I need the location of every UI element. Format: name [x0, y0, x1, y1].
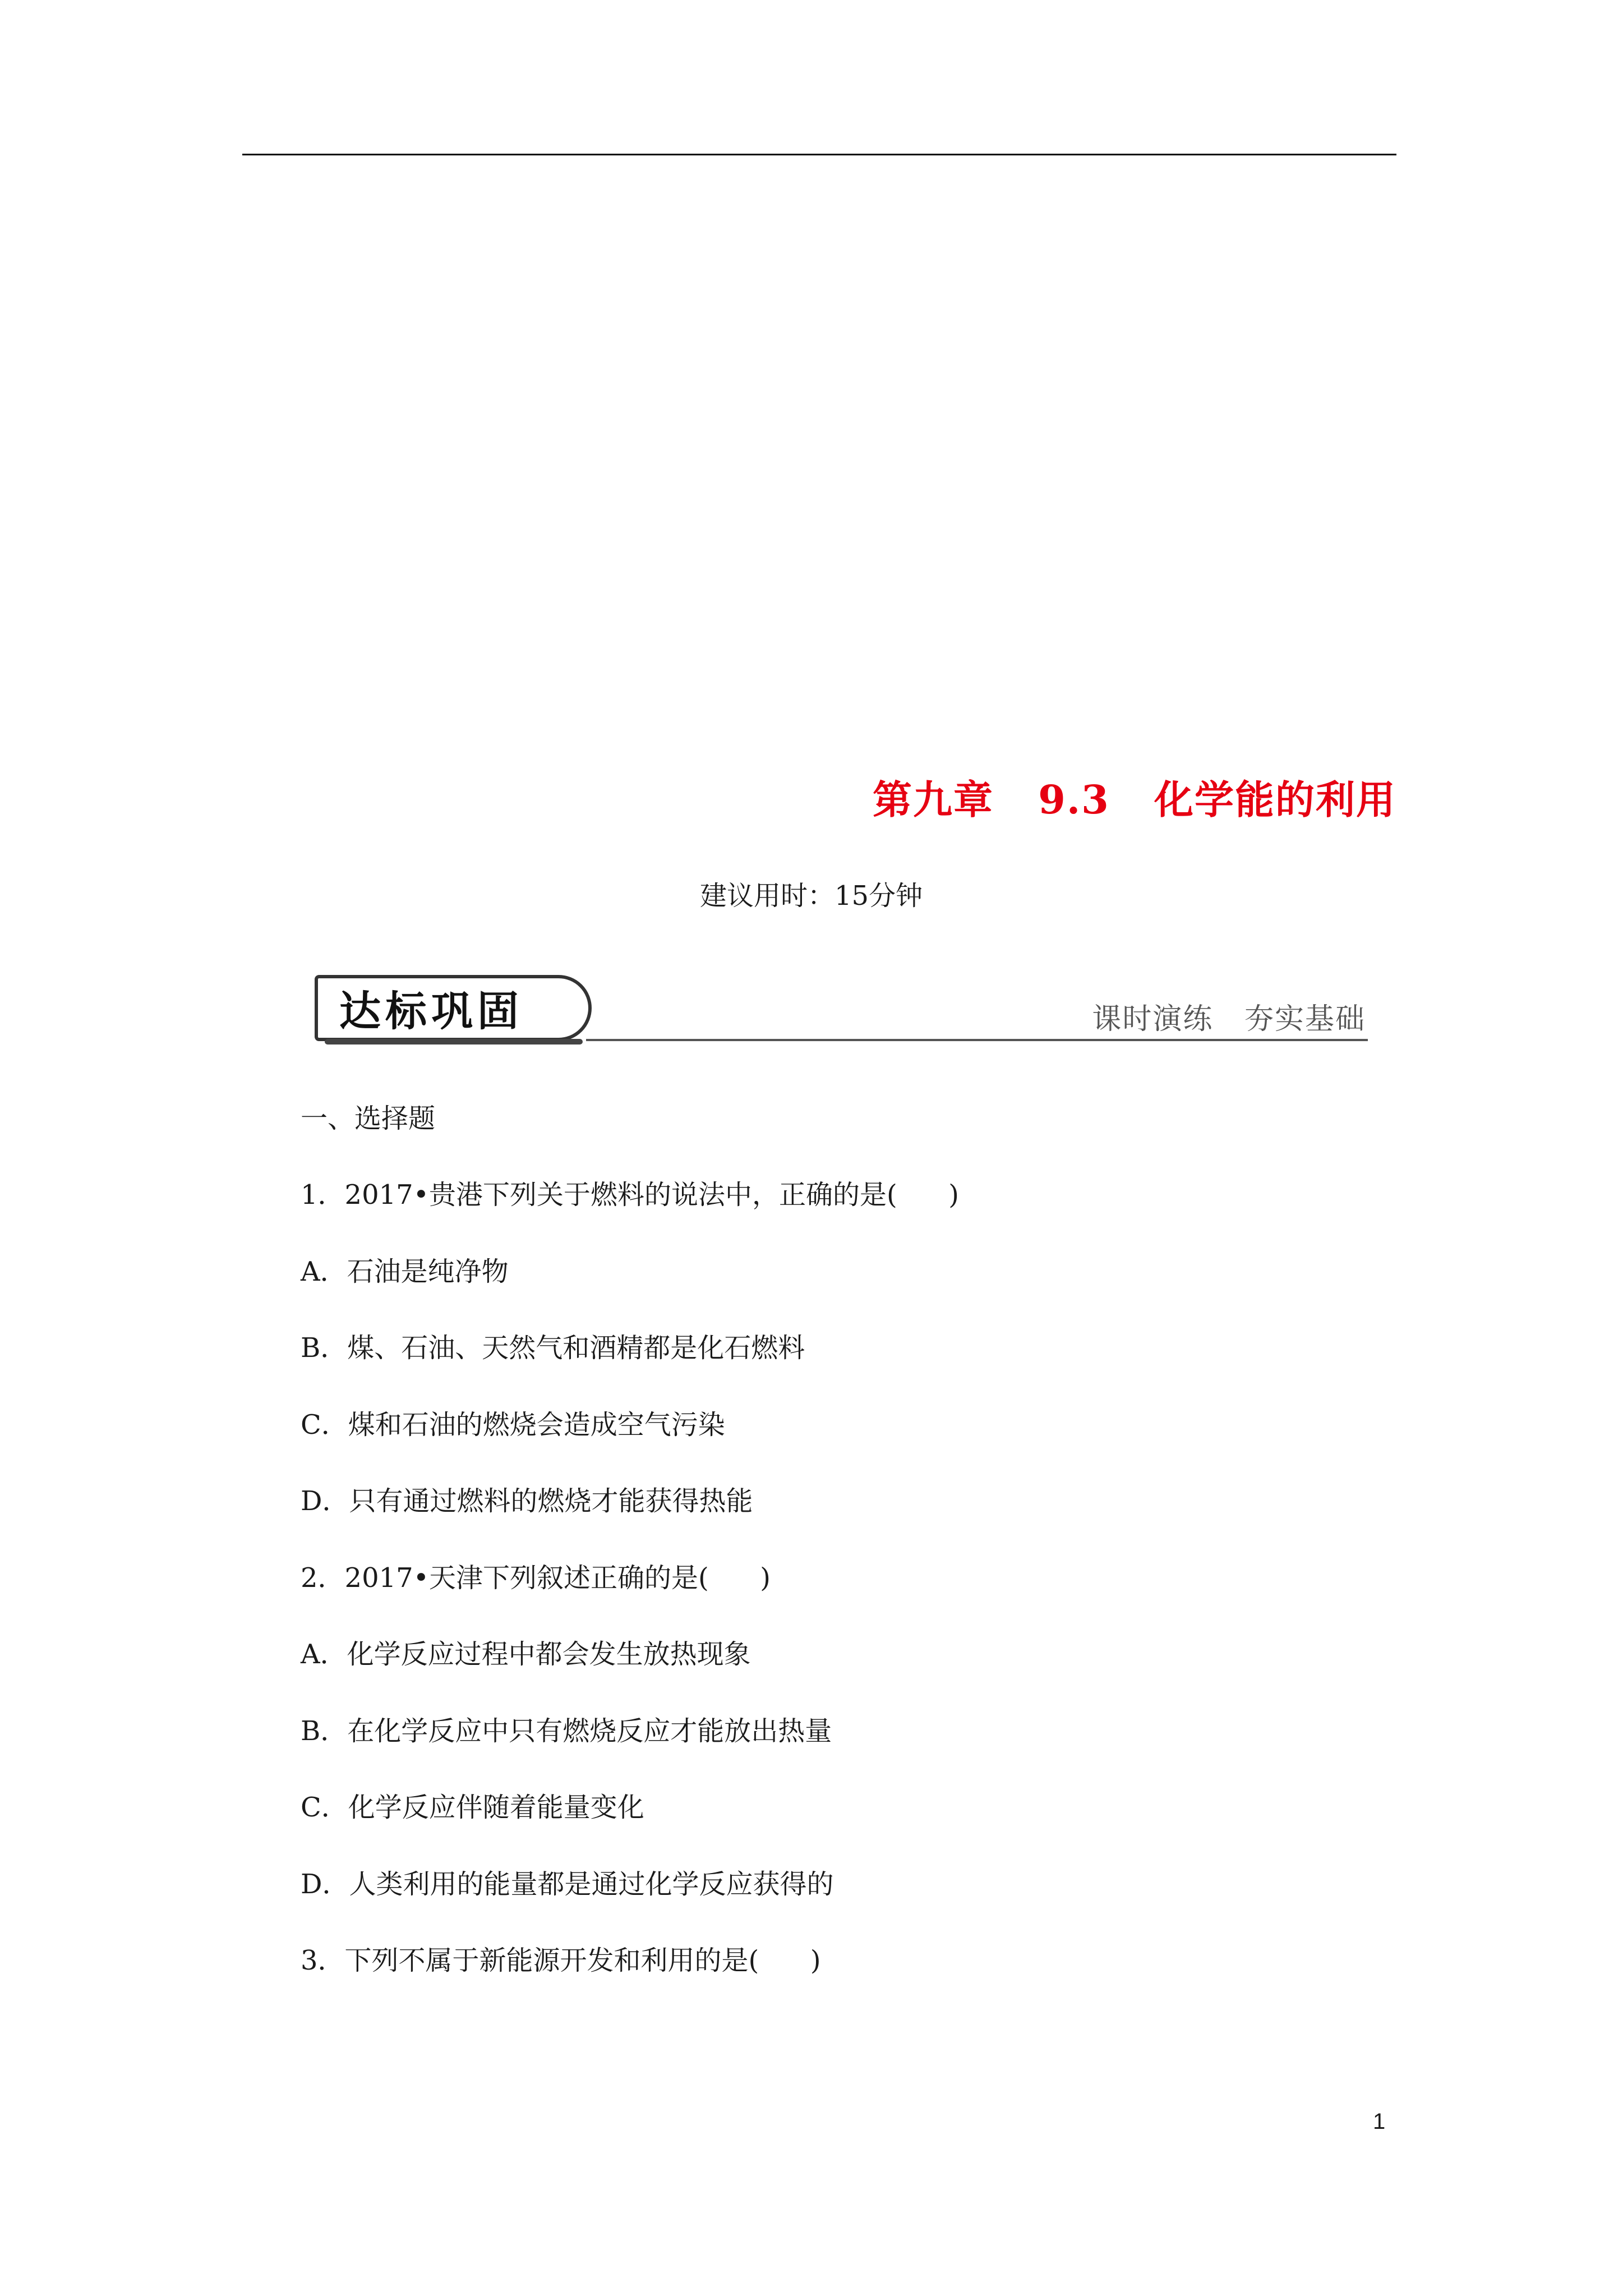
page-number: 1 [1373, 2109, 1386, 2134]
question-3-stem: 3．下列不属于新能源开发和利用的是( ) [301, 1945, 821, 1976]
banner-shadow [325, 1039, 583, 1045]
section-banner [311, 969, 1368, 1053]
question-1-option-a: A．石油是纯净物 [301, 1256, 509, 1287]
question-1-option-d: D．只有通过燃料的燃烧才能获得热能 [301, 1485, 753, 1517]
question-2-option-d: D．人类利用的能量都是通过化学反应获得的 [301, 1869, 834, 1900]
question-1-stem: 1．2017•贵港下列关于燃料的说法中，正确的是( ) [301, 1179, 960, 1211]
suggested-time: 建议用时：15分钟 [700, 880, 923, 912]
question-1-option-c: C．煤和石油的燃烧会造成空气污染 [301, 1409, 725, 1441]
header-rule [242, 154, 1396, 155]
question-2-stem: 2．2017•天津下列叙述正确的是( ) [301, 1562, 771, 1594]
question-2-option-a: A．化学反应过程中都会发生放热现象 [301, 1639, 751, 1670]
question-2-option-c: C．化学反应伴随着能量变化 [301, 1792, 644, 1823]
question-1-option-b: B．煤、石油、天然气和酒精都是化石燃料 [301, 1332, 805, 1364]
banner-title: 达标巩固 [339, 987, 523, 1036]
banner-slogan: 课时演练 夯实基础 [1092, 1002, 1366, 1036]
question-2-option-b: B．在化学反应中只有燃烧反应才能放出热量 [301, 1715, 832, 1747]
banner-rule [586, 1039, 1368, 1041]
chapter-title: 第九章 9.3 化学能的利用 [873, 776, 1397, 823]
section-heading: 一、选择题 [301, 1103, 436, 1134]
